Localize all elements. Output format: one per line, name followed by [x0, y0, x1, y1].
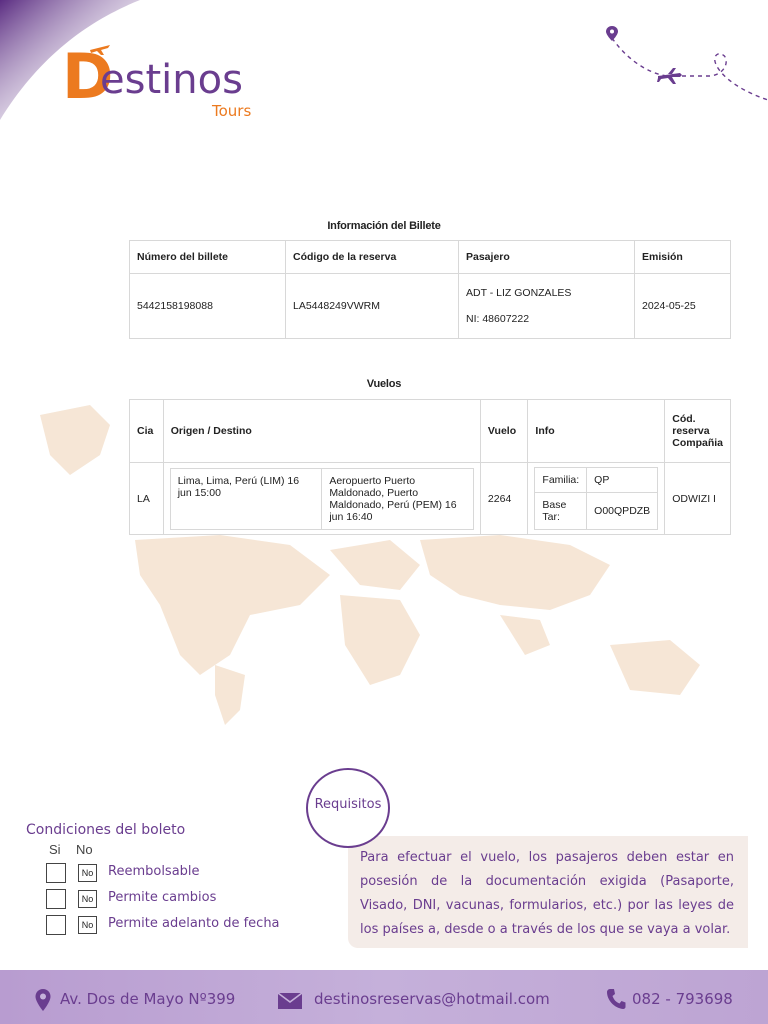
changes-label: Permite cambios — [108, 890, 217, 905]
fare-label: Base Tar: — [535, 493, 587, 530]
header-issue-date: Emisión — [635, 241, 731, 274]
header-company-code — [665, 400, 731, 463]
header-route: Origen / Destino — [163, 400, 480, 463]
flights-table — [129, 399, 731, 535]
footer-phone[interactable]: 082 - 793698 — [632, 990, 733, 1008]
refundable-no-mark: No — [78, 864, 97, 882]
advance-yes-checkbox[interactable] — [46, 915, 66, 935]
header-booking-code: Código de la reserva — [286, 241, 459, 274]
ticket-number: 5442158198088 — [130, 274, 286, 339]
conditions-title: Condiciones del boleto — [26, 822, 186, 838]
advance-no-mark: No — [78, 916, 97, 934]
email-icon — [277, 992, 303, 1010]
no-column-label: No — [76, 842, 93, 857]
flight-number: 2264 — [480, 463, 527, 535]
footer-email[interactable]: destinosreservas@hotmail.com — [314, 990, 550, 1008]
passenger-id: NI: 48607222 — [466, 313, 530, 325]
logo-subtitle: Tours — [212, 102, 252, 120]
airplane-icon — [657, 68, 682, 84]
issue-date: 2024-05-25 — [635, 274, 731, 339]
info-inner-table — [534, 467, 658, 530]
changes-no-mark: No — [78, 890, 97, 908]
flight-destination: Aeropuerto Puerto Maldonado, Puerto Maldonado, Perú (PEM) 16 jun 16:40 — [322, 468, 474, 529]
header-cia: Cia — [130, 400, 164, 463]
changes-yes-checkbox[interactable] — [46, 889, 66, 909]
company-logo — [62, 42, 262, 122]
flight-cia: LA — [130, 463, 164, 535]
requirements-label: Requisitos — [314, 797, 382, 812]
refundable-label: Reembolsable — [108, 864, 200, 879]
family-value: QP — [587, 468, 658, 493]
route-cell — [163, 463, 480, 535]
header-info: Info — [528, 400, 665, 463]
header-company-code-l3: Compañia — [672, 437, 723, 449]
flight-origin: Lima, Lima, Perú (LIM) 16 jun 15:00 — [170, 468, 322, 529]
location-pin-icon — [606, 26, 618, 41]
advance-label: Permite adelanto de fecha — [108, 916, 280, 931]
phone-icon — [606, 988, 626, 1010]
company-code: ODWIZI I — [665, 463, 731, 535]
info-cell — [528, 463, 665, 535]
header-passenger: Pasajero — [459, 241, 635, 274]
footer-address: Av. Dos de Mayo Nº399 — [60, 990, 236, 1008]
passenger-name: ADT - LIZ GONZALES — [466, 287, 572, 299]
flights-section-title: Vuelos — [366, 378, 402, 390]
logo-wordmark: estinos — [100, 57, 243, 103]
header-ticket-number: Número del billete — [130, 241, 286, 274]
ticket-table — [129, 240, 731, 339]
location-pin-icon — [34, 988, 52, 1012]
header-flight: Vuelo — [480, 400, 527, 463]
route-inner-table — [170, 468, 474, 530]
yes-column-label: Si — [49, 842, 61, 857]
requirements-text: Para efectuar el vuelo, los pasajeros deben estar en posesión de la documentación exigida (Pasaporte, Visado, DNI, vacunas, formularios, etc.) por las leyes de los países a, desde o a través de los que se vaya a volar. — [360, 850, 734, 937]
booking-code: LA5448249VWRM — [286, 274, 459, 339]
fare-value: O00QPDZB — [587, 493, 658, 530]
ticket-section-title: Información del Billete — [327, 220, 441, 232]
refundable-yes-checkbox[interactable] — [46, 863, 66, 883]
header-company-code-l2: reserva — [672, 425, 710, 437]
flight-row — [130, 463, 731, 535]
passenger-cell — [459, 274, 635, 339]
family-label: Familia: — [535, 468, 587, 493]
logo-letter-d: D — [62, 40, 114, 113]
header-company-code-l1: Cód. — [672, 413, 696, 425]
flight-path-decoration — [600, 24, 768, 108]
